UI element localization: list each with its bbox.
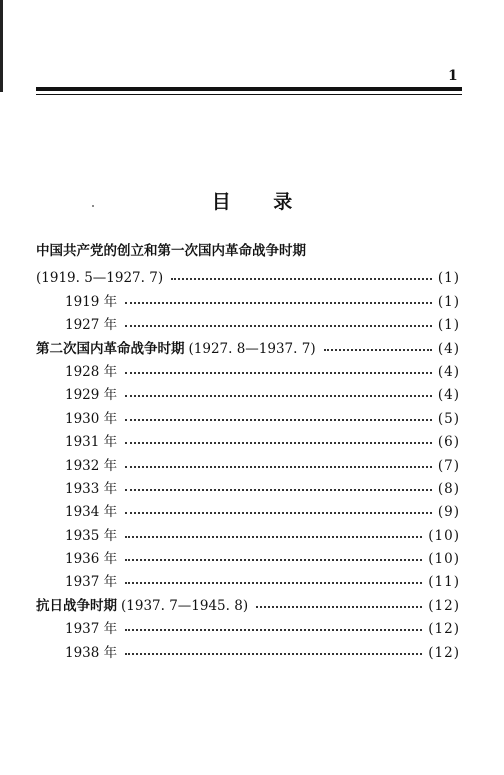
dot-leader	[125, 629, 422, 631]
toc-entry-page: (10)	[428, 527, 460, 544]
toc-heading-label	[36, 594, 248, 614]
toc-heading-range: (1927. 8—1937. 7)	[188, 340, 316, 357]
dot-leader	[125, 302, 432, 304]
dot-leader	[256, 606, 422, 608]
toc-entry[interactable]	[36, 380, 460, 403]
dot-leader	[125, 512, 432, 514]
toc-entry[interactable]	[36, 427, 460, 450]
toc-entry-page: (1)	[437, 293, 460, 310]
toc-entry[interactable]	[36, 497, 460, 520]
toc-entry-page: (5)	[437, 410, 460, 427]
toc-entry-label: 1919 年	[65, 293, 118, 310]
toc-heading-text: 第二次国内革命战争时期	[36, 340, 185, 357]
scan-speck	[92, 205, 94, 207]
toc-entry-label: 1929 年	[65, 387, 118, 404]
toc-entry[interactable]	[36, 474, 460, 497]
dot-leader	[125, 536, 422, 538]
toc-entry-label: 1935 年	[65, 527, 118, 544]
toc-heading: 中国共产党的创立和第一次国内革命战争时期	[36, 243, 306, 259]
toc-entry-label: 1932 年	[65, 457, 118, 474]
toc-entry-label: 1936 年	[65, 551, 118, 568]
toc-entry-page: (4)	[437, 340, 460, 357]
toc-entry-label: 1934 年	[65, 504, 118, 521]
toc-entry[interactable]	[36, 544, 460, 567]
page-number: 1	[448, 68, 458, 84]
toc-section-heading[interactable]	[36, 333, 460, 356]
dot-leader	[171, 278, 432, 280]
toc-entry-label: 1930 年	[65, 410, 118, 427]
toc-entry-page: (7)	[437, 457, 460, 474]
dot-leader	[125, 582, 422, 584]
toc-entry[interactable]	[36, 450, 460, 473]
toc-entry[interactable]	[36, 567, 460, 590]
toc-entry-page: (1)	[437, 317, 460, 334]
toc-entry-label: 1933 年	[65, 480, 118, 497]
toc-entry-page: (11)	[428, 574, 460, 591]
toc-section-heading[interactable]	[36, 590, 460, 613]
toc-entry-label: 1931 年	[65, 434, 118, 451]
dot-leader	[125, 325, 432, 327]
toc-entry-page: (12)	[428, 644, 460, 661]
toc-entry-page: (10)	[428, 551, 460, 568]
dot-leader	[125, 653, 422, 655]
toc-entry[interactable]	[36, 637, 460, 660]
dot-leader	[125, 559, 422, 561]
toc-entry[interactable]	[36, 520, 460, 543]
toc-entry-page: (12)	[428, 597, 460, 614]
toc-heading-label	[36, 337, 316, 357]
toc-entry-page: (4)	[437, 363, 460, 380]
dot-leader	[125, 466, 432, 468]
toc-entry-label: 1937 年	[65, 621, 118, 638]
table-of-contents	[36, 240, 460, 661]
toc-entry-page: (6)	[437, 434, 460, 451]
dot-leader	[125, 395, 432, 397]
toc-entry[interactable]	[36, 357, 460, 380]
dot-leader	[125, 372, 432, 374]
toc-entry-label: 1937 年	[65, 574, 118, 591]
dot-leader	[125, 419, 432, 421]
toc-entry-page: (8)	[437, 480, 460, 497]
toc-entry[interactable]	[36, 403, 460, 426]
toc-entry-page: (12)	[428, 621, 460, 638]
toc-heading-text: 抗日战争时期	[36, 597, 117, 614]
toc-entry-page: (4)	[437, 387, 460, 404]
toc-entry[interactable]	[36, 263, 460, 286]
header-rule-thin	[36, 94, 462, 95]
toc-entry[interactable]	[36, 286, 460, 309]
left-edge-line	[0, 0, 3, 92]
toc-entry-label: (1919. 5—1927. 7)	[36, 270, 164, 287]
toc-heading-range: (1937. 7—1945. 8)	[121, 597, 249, 614]
toc-entry-label: 1927 年	[65, 317, 118, 334]
toc-entry-page: (9)	[437, 504, 460, 521]
toc-entry-page: (1)	[437, 270, 460, 287]
toc-entry[interactable]	[36, 614, 460, 637]
toc-title: 目 录	[211, 191, 311, 213]
toc-entry-label: 1928 年	[65, 363, 118, 380]
dot-leader	[125, 442, 432, 444]
dot-leader	[324, 349, 432, 351]
header-rule-thick	[36, 87, 462, 91]
toc-entry[interactable]	[36, 310, 460, 333]
toc-entry-label: 1938 年	[65, 644, 118, 661]
dot-leader	[125, 489, 432, 491]
